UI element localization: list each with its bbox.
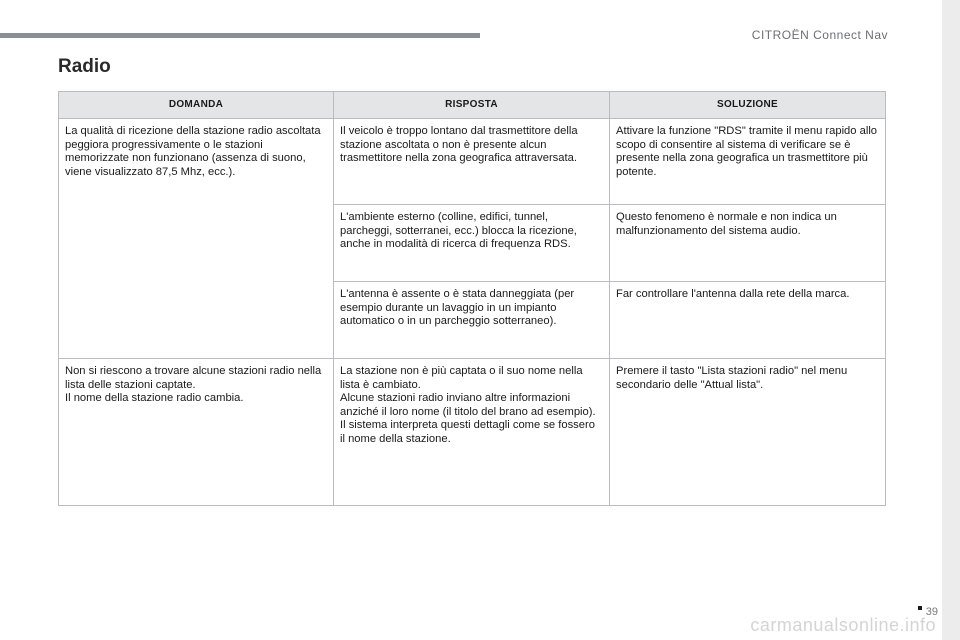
table-row <box>59 119 886 205</box>
column-header-answer: RISPOSTA <box>334 92 610 119</box>
answer-cell: L'ambiente esterno (colline, edifici, tunnel, parcheggi, sotterranei, ecc.) blocca la ricezione, anche in modalità di ricerca di frequenza RDS. <box>334 205 610 282</box>
header-rule <box>0 33 480 38</box>
solution-cell: Attivare la funzione "RDS" tramite il menu rapido allo scopo di consentire al sistema di verificare se è presente nella zona geografica un trasmettitore più potente. <box>610 119 886 205</box>
page-marker <box>918 606 922 610</box>
answer-cell: Il veicolo è troppo lontano dal trasmettitore della stazione ascoltata o non è presente alcun trasmettitore nella zona geografica attraversata. <box>334 119 610 205</box>
column-header-solution: SOLUZIONE <box>610 92 886 119</box>
question-cell: La qualità di ricezione della stazione radio ascoltata peggiora progressivamente o le stazioni memorizzate non funzionano (assenza di suono, viene visualizzato 87,5 Mhz, ecc.). <box>59 119 334 359</box>
question-cell: Non si riescono a trovare alcune stazioni radio nella lista delle stazioni captate. Il nome della stazione radio cambia. <box>59 359 334 506</box>
answer-cell: La stazione non è più captata o il suo nome nella lista è cambiato. Alcune stazioni radio inviano altre informazioni anziché il loro nome (il titolo del brano ad esempio). Il sistema interpreta questi dettagli come se fossero il nome della stazione. <box>334 359 610 506</box>
solution-cell: Far controllare l'antenna dalla rete della marca. <box>610 282 886 359</box>
solution-cell: Questo fenomeno è normale e non indica un malfunzionamento del sistema audio. <box>610 205 886 282</box>
table-header-row <box>59 92 886 119</box>
brand-label: CITROËN Connect Nav <box>751 28 888 42</box>
solution-cell: Premere il tasto "Lista stazioni radio" nel menu secondario delle "Attual lista". <box>610 359 886 506</box>
page-edge-strip <box>942 0 960 640</box>
page-title: Radio <box>58 56 111 77</box>
watermark-text: carmanualsonline.info <box>750 615 936 635</box>
page-number: 39 <box>925 606 938 618</box>
column-header-question: DOMANDA <box>59 92 334 119</box>
answer-cell: L'antenna è assente o è stata danneggiata (per esempio durante un lavaggio in un impianto automatico o in un parcheggio sotterraneo). <box>334 282 610 359</box>
faq-table <box>58 91 886 506</box>
table-row <box>59 359 886 506</box>
